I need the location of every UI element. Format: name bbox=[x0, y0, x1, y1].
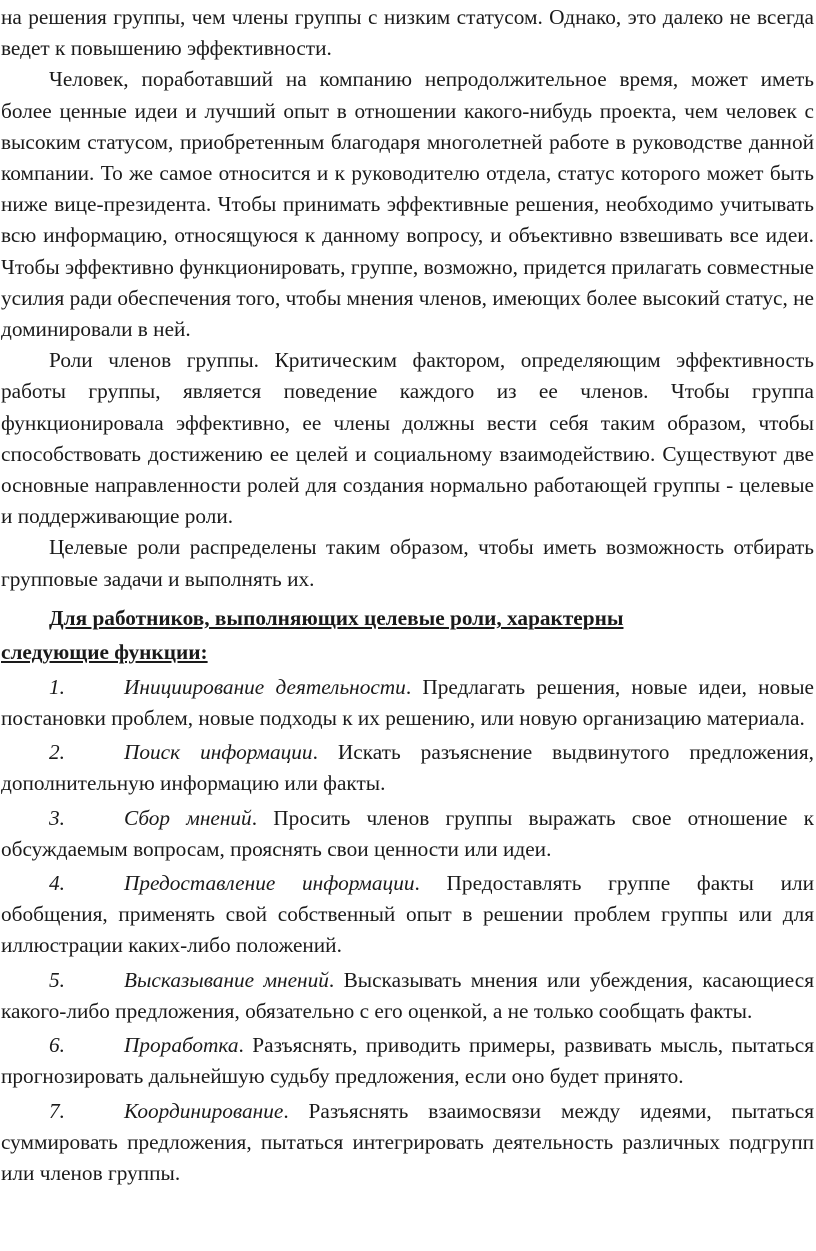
function-number: 5. bbox=[49, 967, 65, 992]
function-item-6 bbox=[1, 1030, 814, 1092]
function-item-4 bbox=[1, 868, 814, 962]
function-item-2 bbox=[1, 737, 814, 799]
paragraph-new-employee: Человек, поработавший на компанию непродолжительное время, может иметь более ценные идеи и лучший опыт в отношении какого-нибудь проекта, чем человек с высоким статусом, приобретенным благодаря многолетней работе в руководстве данной компании. То же самое относится и к руководителю отдела, статус которого может быть ниже вице-президента. Чтобы принимать эффективные решения, необходимо учитывать всю информацию, относящуюся к данному вопросу, и объективно взвешивать все идеи. Чтобы эффективно функционировать, группе, возможно, придется прилагать совместные усилия ради обеспечения того, чтобы мнения членов, имеющих более высокий статус, не доминировали в ней. bbox=[1, 67, 814, 342]
function-term: Предоставление информации bbox=[124, 871, 415, 896]
paragraph-target-roles: Целевые роли распределены таким образом, чтобы иметь возможность отбирать групповые задачи и выполнять их. bbox=[1, 535, 814, 591]
section-heading-line1: Для работников, выполняющих целевые роли, характерны bbox=[49, 605, 624, 630]
function-term: Сбор мнений bbox=[124, 805, 252, 830]
function-description: . Высказывать мнения или убеждения, касающиеся какого-либо предложения, обязательно с его оценкой, а не только сообщать факты. bbox=[1, 967, 814, 1023]
function-number: 7. bbox=[49, 1098, 65, 1123]
function-description: . Просить членов группы выражать свое отношение к обсуждаемым вопросам, прояснять свои ценности или идеи. bbox=[1, 805, 814, 861]
function-number: 2. bbox=[49, 740, 65, 765]
function-item-1 bbox=[1, 672, 814, 734]
paragraph-group-roles: Роли членов группы. Критическим фактором, определяющим эффективность работы группы, является поведение каждого из ее членов. Чтобы группа функционировала эффективно, ее члены должны вести себя таким образом, чтобы способствовать достижению ее целей и социальному взаимодействию. Существуют две основные направленности ролей для создания нормально работающей группы - целевые и поддерживающие роли. bbox=[1, 348, 814, 529]
function-term: Проработка bbox=[124, 1033, 239, 1058]
function-number: 1. bbox=[49, 674, 65, 699]
function-number: 3. bbox=[49, 805, 65, 830]
function-description: . Предлагать решения, новые идеи, новые постановки проблем, новые подходы к их решению, или новую организацию материала. bbox=[1, 674, 814, 731]
function-description: . Разъяснять взаимосвязи между идеями, пытаться суммировать предложения, пытаться интегрировать деятельность различных подгрупп или членов группы. bbox=[1, 1098, 814, 1185]
function-description: . Предоставлять группе факты или обобщения, применять свой собственный опыт в решении проблем группы или для иллюстрации каких-либо положений. bbox=[1, 871, 814, 958]
section-heading bbox=[1, 601, 814, 669]
function-number: 6. bbox=[49, 1033, 65, 1058]
function-term: Инициирование деятельности bbox=[124, 674, 406, 699]
paragraph-continuation: на решения группы, чем члены группы с низким статусом. Однако, это далеко не всегда ведет к повышению эффективности. bbox=[1, 5, 814, 61]
function-item-5 bbox=[1, 965, 814, 1027]
function-number: 4. bbox=[49, 871, 65, 896]
function-term: Координирование bbox=[124, 1098, 284, 1123]
function-term: Высказывание мнений bbox=[124, 967, 329, 992]
function-description: . Разъяснять, приводить примеры, развивать мысль, пытаться прогнозировать дальнейшую судьбу предложения, если оно будет принято. bbox=[1, 1033, 814, 1089]
function-description: . Искать разъяснение выдвинутого предложения, дополнительную информацию или факты. bbox=[1, 740, 815, 796]
function-item-3 bbox=[1, 803, 814, 865]
section-heading-line2: следующие функции: bbox=[1, 639, 208, 664]
function-item-7 bbox=[1, 1096, 814, 1190]
function-term: Поиск информации bbox=[124, 740, 313, 765]
